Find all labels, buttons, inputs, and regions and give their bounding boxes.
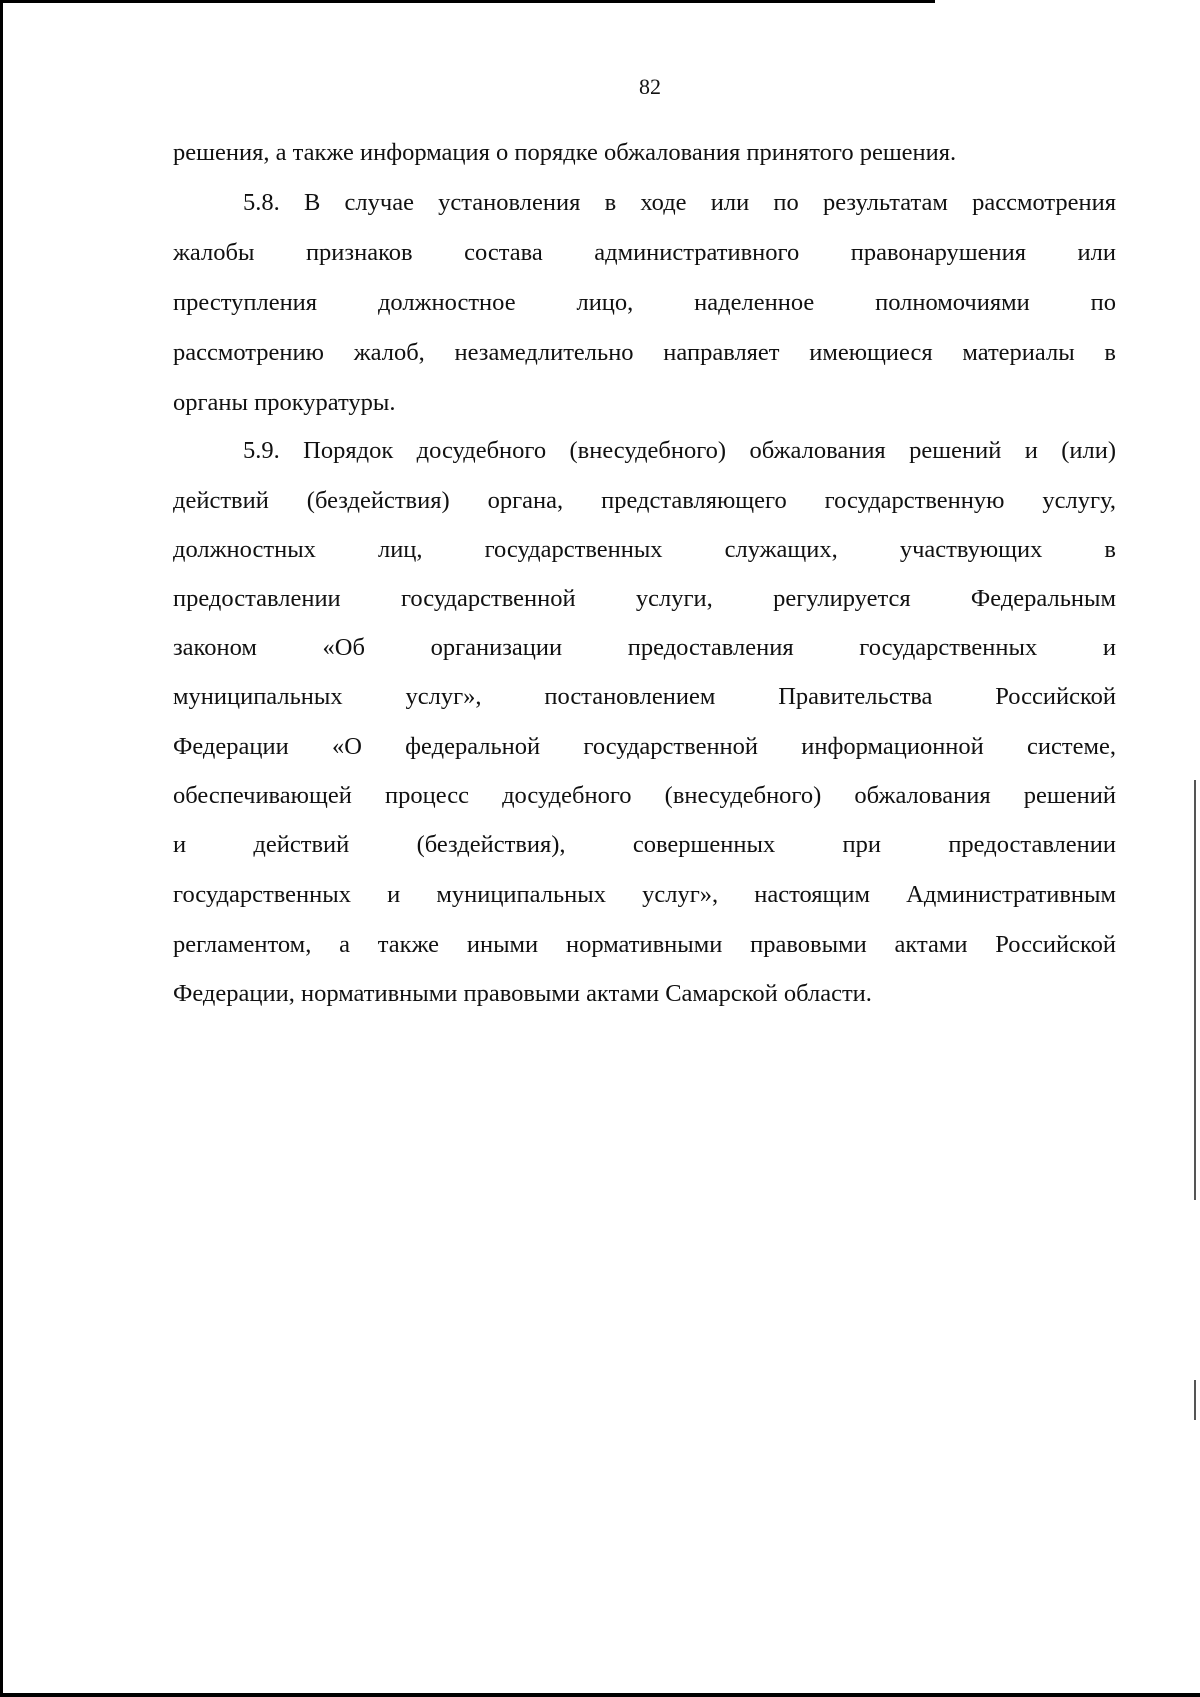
- text-line: государственных и муниципальных услуг», настоящим Административным: [173, 881, 1116, 908]
- text-line: законом «Об организации предоставления государственных и: [173, 634, 1116, 661]
- scan-border-bottom: [0, 1693, 1200, 1697]
- text-line: решения, а также информация о порядке обжалования принятого решения.: [173, 139, 957, 166]
- text-line: должностных лиц, государственных служащих, участвующих в: [173, 536, 1116, 563]
- text-line: Федерации, нормативными правовыми актами Самарской области.: [173, 980, 872, 1007]
- scan-edge-mark: [1194, 780, 1196, 1200]
- scan-border-left: [0, 0, 3, 1697]
- text-line: Федерации «О федеральной государственной информационной системе,: [173, 733, 1116, 760]
- text-line: и действий (бездействия), совершенных при предоставлении: [173, 831, 1116, 858]
- text-line: 5.8. В случае установления в ходе или по результатам рассмотрения: [243, 189, 1116, 216]
- text-line: органы прокуратуры.: [173, 389, 396, 416]
- text-line: преступления должностное лицо, наделенное полномочиями по: [173, 289, 1116, 316]
- text-line: предоставлении государственной услуги, регулируется Федеральным: [173, 585, 1116, 612]
- text-line: рассмотрению жалоб, незамедлительно направляет имеющиеся материалы в: [173, 339, 1116, 366]
- text-line: регламентом, а также иными нормативными правовыми актами Российской: [173, 931, 1116, 958]
- text-line: действий (бездействия) органа, представляющего государственную услугу,: [173, 487, 1116, 514]
- text-line: жалобы признаков состава административного правонарушения или: [173, 239, 1116, 266]
- scan-border-top: [0, 0, 935, 3]
- text-line: муниципальных услуг», постановлением Правительства Российской: [173, 683, 1116, 710]
- text-line: 5.9. Порядок досудебного (внесудебного) обжалования решений и (или): [243, 437, 1116, 464]
- page-number: 82: [639, 74, 661, 99]
- text-line: обеспечивающей процесс досудебного (внесудебного) обжалования решений: [173, 782, 1116, 809]
- scan-edge-mark: [1194, 1380, 1196, 1420]
